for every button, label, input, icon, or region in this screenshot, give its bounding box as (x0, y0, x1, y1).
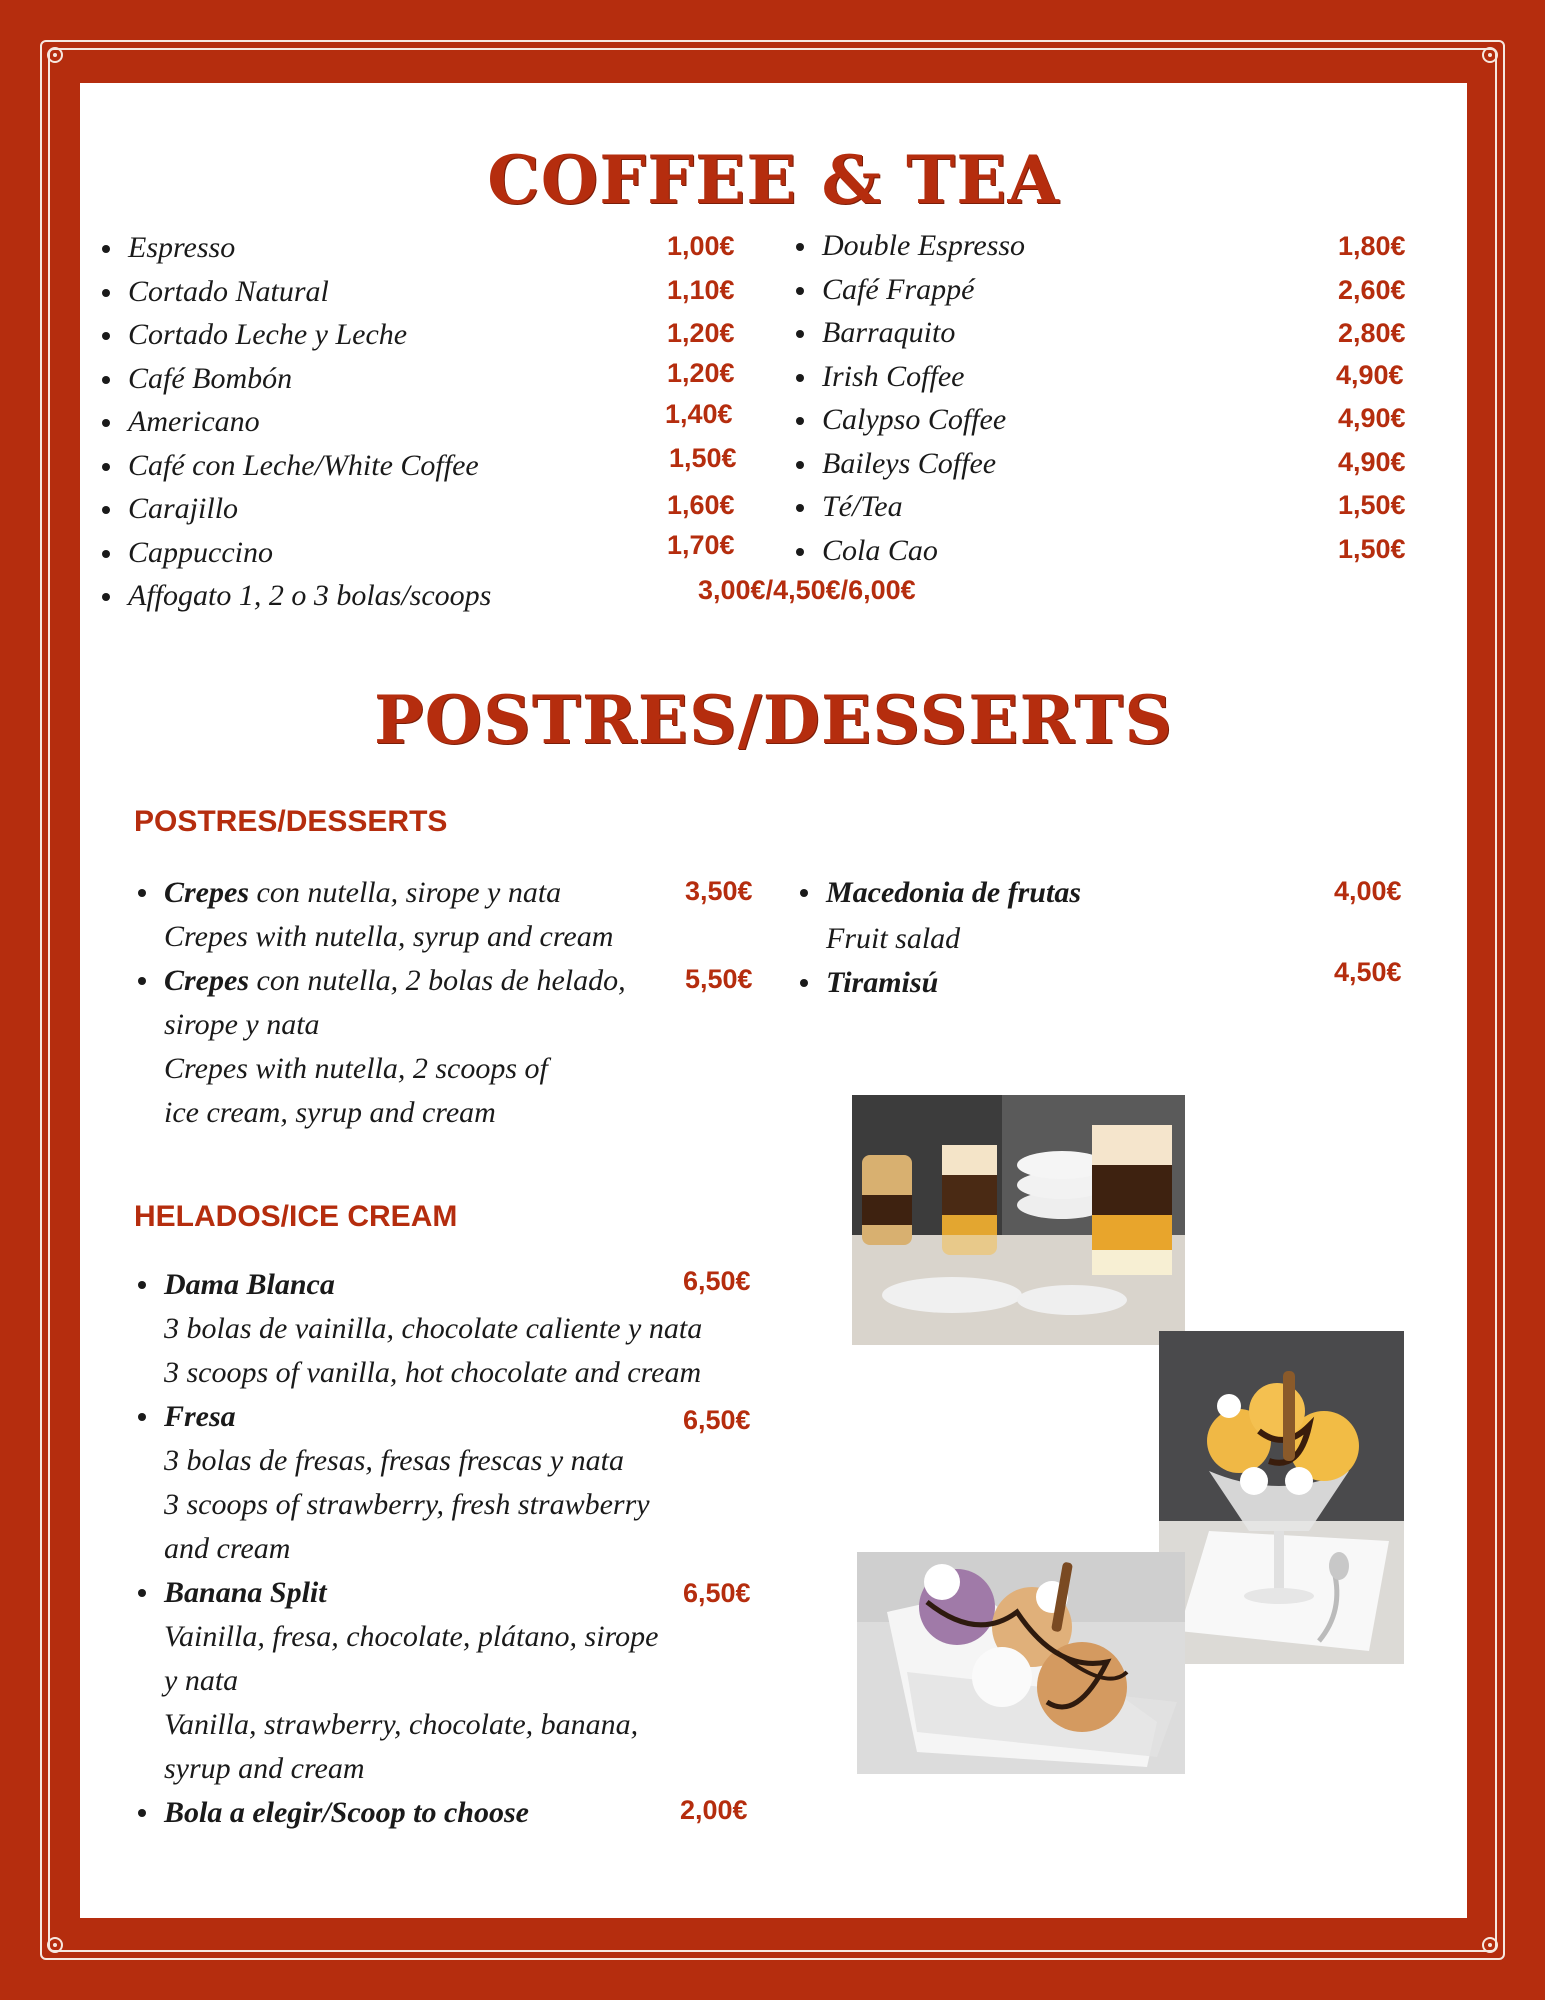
dessert-item (164, 1263, 764, 1395)
menu-item (796, 488, 1416, 532)
dessert-item (826, 871, 1156, 961)
helados-heading: HELADOS/ICE CREAM (134, 1200, 458, 1233)
item-price: 2,80€ (1338, 318, 1406, 348)
menu-item (102, 399, 742, 447)
menu-item (102, 529, 742, 578)
item-price: 1,50€ (1338, 490, 1406, 520)
bullet-icon (102, 506, 110, 514)
bullet-icon (138, 1589, 146, 1597)
item-name: Cortado Natural (128, 274, 329, 308)
item-description: Vainilla, fresa, chocolate, plátano, sirope (164, 1620, 659, 1653)
item-name: Affogato 1, 2 o 3 bolas/scoops (128, 579, 492, 612)
item-price: 4,90€ (1336, 359, 1404, 390)
item-description: 3 bolas de fresas, fresas frescas y nata (164, 1444, 624, 1477)
bullet-icon (102, 550, 110, 558)
menu-item (796, 314, 1416, 358)
item-name: Crepes (164, 876, 249, 909)
item-description: Fruit salad (826, 922, 961, 955)
coffee-right-column (796, 227, 1416, 575)
menu-item (102, 273, 742, 317)
dessert-item (164, 871, 684, 959)
bullet-icon (102, 245, 110, 253)
item-description: ice cream, syrup and cream (164, 1096, 496, 1129)
menu-item (102, 490, 742, 534)
item-name: Banana Split (164, 1576, 327, 1609)
item-description: 3 bolas de vainilla, chocolate caliente y nata (164, 1312, 703, 1345)
bullet-icon (796, 504, 804, 512)
item-price: 4,90€ (1338, 446, 1406, 477)
bullet-icon (102, 289, 110, 297)
menu-item (102, 442, 742, 491)
bullet-icon (796, 243, 804, 251)
item-price: 1,60€ (667, 490, 735, 520)
menu-item (796, 532, 1416, 576)
dessert-item (164, 959, 684, 1135)
item-description: 3 scoops of vanilla, hot chocolate and cream (164, 1356, 702, 1389)
item-description: Vanilla, strawberry, chocolate, banana, (164, 1708, 639, 1741)
menu-item (102, 575, 916, 621)
item-name: Carajillo (128, 492, 239, 525)
item-name: Barraquito (822, 316, 956, 349)
bullet-icon (102, 419, 110, 427)
item-price: 5,50€ (685, 964, 753, 994)
menu-page (80, 83, 1467, 1918)
menu-item (796, 227, 1416, 271)
dessert-item (164, 1791, 764, 1835)
item-price: 1,20€ (667, 318, 735, 348)
coffee-tea-title: COFFEE & TEA (487, 141, 1060, 219)
item-price: 1,70€ (667, 529, 735, 560)
item-name: Café con Leche/White Coffee (128, 448, 479, 482)
item-name: Americano (128, 405, 260, 438)
item-price: 3,50€ (685, 876, 753, 906)
item-name: Dama Blanca (164, 1268, 335, 1301)
item-name: Cappuccino (128, 535, 273, 569)
item-price: 1,40€ (665, 399, 733, 429)
menu-item (102, 229, 742, 273)
item-description: sirope y nata (164, 1008, 320, 1041)
bullet-icon (796, 374, 804, 382)
item-price: 1,80€ (1338, 231, 1406, 261)
corner-ornament-icon (40, 40, 70, 70)
item-description: con nutella, 2 bolas de helado, (249, 964, 626, 997)
item-price: 6,50€ (683, 1266, 751, 1296)
item-price: 1,00€ (667, 231, 735, 261)
item-description: con nutella, sirope y nata (249, 876, 562, 909)
item-name: Fresa (164, 1400, 236, 1433)
dessert-item (826, 961, 1156, 1005)
bullet-icon (138, 889, 146, 897)
item-price: 1,50€ (669, 442, 737, 473)
item-price: 4,00€ (1334, 876, 1402, 906)
menu-item (796, 445, 1416, 489)
ice-cream-cup-photo (1159, 1331, 1404, 1664)
item-price: 1,10€ (667, 274, 735, 305)
item-price: 1,20€ (667, 357, 735, 388)
menu-item (102, 316, 742, 360)
item-description: syrup and cream (164, 1752, 365, 1785)
bullet-icon (800, 889, 808, 897)
item-name: Baileys Coffee (822, 446, 997, 480)
menu-item (796, 271, 1416, 315)
dessert-item (164, 1571, 764, 1791)
menu-item (796, 401, 1416, 445)
bullet-icon (138, 1281, 146, 1289)
item-price: 6,50€ (683, 1578, 751, 1608)
item-name: Café Bombón (128, 361, 293, 395)
item-name: Double Espresso (822, 229, 1026, 262)
item-name: Crepes (164, 964, 249, 997)
item-price: 4,50€ (1334, 957, 1402, 987)
item-name: Calypso Coffee (822, 403, 1007, 436)
item-description: y nata (164, 1664, 239, 1697)
bullet-icon (138, 1809, 146, 1817)
item-description: Crepes with nutella, 2 scoops of (164, 1052, 548, 1085)
dessert-item (164, 1395, 764, 1571)
item-name: Tiramisú (826, 966, 939, 999)
bullet-icon (102, 593, 110, 601)
corner-ornament-icon (1475, 40, 1505, 70)
item-name: Té/Tea (822, 490, 903, 523)
item-name: Bola a elegir/Scoop to choose (164, 1796, 529, 1829)
bullet-icon (796, 548, 804, 556)
bullet-icon (800, 979, 808, 987)
item-name: Cola Cao (822, 533, 938, 567)
item-description: 3 scoops of strawberry, fresh strawberry (164, 1488, 650, 1521)
item-price: 6,50€ (683, 1405, 751, 1435)
item-price: 1,50€ (1338, 533, 1406, 564)
postres-heading: POSTRES/DESSERTS (134, 805, 448, 838)
bullet-icon (102, 463, 110, 471)
bullet-icon (102, 332, 110, 340)
bullet-icon (102, 376, 110, 384)
item-name: Cortado Leche y Leche (128, 318, 408, 351)
item-price: 2,60€ (1338, 274, 1406, 305)
corner-ornament-icon (40, 1930, 70, 1960)
bullet-icon (796, 461, 804, 469)
item-description: and cream (164, 1532, 291, 1565)
item-name: Macedonia de frutas (826, 876, 1081, 909)
bullet-icon (796, 330, 804, 338)
bullet-icon (796, 287, 804, 295)
item-price: 4,90€ (1338, 403, 1406, 433)
bullet-icon (138, 1413, 146, 1421)
desserts-title: POSTRES/DESSERTS (373, 681, 1173, 759)
coffee-photo (852, 1095, 1185, 1345)
item-name: Café Frappé (822, 272, 975, 306)
bullet-icon (138, 977, 146, 985)
menu-item (102, 357, 742, 404)
item-price: 3,00€/4,50€/6,00€ (698, 575, 916, 605)
menu-item (796, 358, 1416, 402)
item-price: 2,00€ (680, 1795, 748, 1825)
bullet-icon (796, 417, 804, 425)
item-name: Irish Coffee (822, 359, 965, 393)
banana-split-photo (857, 1552, 1185, 1774)
item-name: Espresso (128, 231, 236, 264)
corner-ornament-icon (1475, 1930, 1505, 1960)
item-description: Crepes with nutella, syrup and cream (164, 920, 614, 953)
